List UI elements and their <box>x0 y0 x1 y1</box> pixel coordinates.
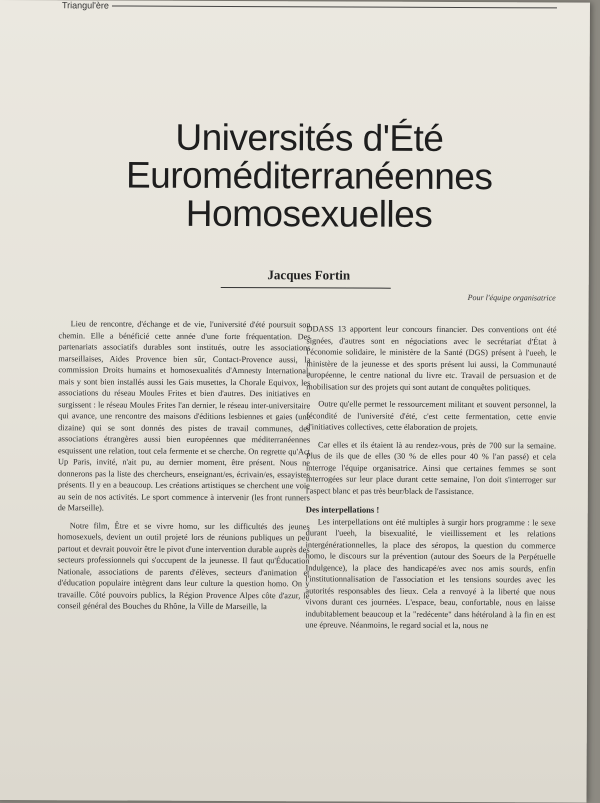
paragraph: Les interpellations ont été multiples à surgir hors programme : le sexe durant l'ueeh, la bisexualité, le vieillissement et les relations intergénérationnelles, la place des séropos, la question du commerce homo, le discours sur la prévention (autour des Soeurs de la Perpétuelle Indulgence), la place des handicapé/es avec nos amis sourds, enfin l'institutionnalisation de l'association et les tensions sourdes avec les autorités responsables des lieux. Cela a renvoyé à la liberté que nous vivons durant ces journées. L'espace, beau, confortable, nous en laisse indubitablement beaucoup et la "redécente" dans hétéroland à la fin en est une épreuve. Néanmoins, le regard social et la, nous ne <box>305 516 556 631</box>
paragraph: Outre qu'elle permet le ressourcement militant et souvent personnel, la fécondité de l'université d'été, c'est cette fermentation, cette envie d'initiatives collectives, cette élaboration de projets. <box>306 399 557 433</box>
author-rule <box>221 287 391 289</box>
title-line-1: Universités d'Été <box>175 116 444 159</box>
paragraph: Car elles et ils étaient là au rendez-vous, près de 700 sur la semaine. Plus de ils que de elles (30 % de elles pour 40 % l'an passé) et cela interroge l'équipe organisatrice. Ainsi que certaines femmes se sont interrogées sur leur place durant cette semaine, l'on doit s'interroger sur l'aspect blanc et pas très beur/black de l'assistance. <box>305 439 557 496</box>
header-rule <box>112 5 557 8</box>
title-line-2: Euroméditerranéennes <box>125 154 493 198</box>
paragraph: DDASS 13 apportent leur concours financier. Des conventions ont été signées, d'autres sont en négociations avec le secrétariat d'État à l'économie solidaire, le ministère de la Santé (DGS) présent à l'ueeh, le ministère de la jeunesse et des sports présent lui aussi, la Communauté européenne, le centre national du livre etc. Travail de persuasion et de mobilisation sur des projets qui sont autant de conquêtes politiques. <box>306 324 557 392</box>
right-column <box>305 323 556 632</box>
title-line-3: Homosexuelles <box>185 192 433 235</box>
paragraph: Notre film, Être et se vivre homo, sur les difficultés des jeunes homosexuels, devient un outil projeté lors de réunions publiques un peu partout et devrait pouvoir être le pivot d'une intervention durable auprès des secteurs professionnels qui s'occupent de la jeunesse. Il faut qu'Éducation Nationale, associations de parents d'élèves, secteurs d'animation et d'éducation populaire intègrent dans leur culture la question homo. On y travaille. Côté pouvoirs publics, la Région Provence Alpes côte d'azur, le conseil général des Bouches du Rhône, la Ville de Marseille, la <box>57 520 310 612</box>
author-affiliation: Pour l'équipe organisatrice <box>467 293 556 303</box>
author-name: Jacques Fortin <box>267 267 351 283</box>
left-column <box>57 318 310 613</box>
running-title: Triangul'ère <box>61 0 109 11</box>
paragraph: Lieu de rencontre, d'échange et de vie, l'université d'été poursuit son chemin. Elle a bénéficié cette année d'une forte fréquentation. Des partenariats associatifs durables sont institués, outre les associations marseillaises, Aides Provence bien sûr, Contact-Provence aussi, la commission Droits humains et homosexualités d'Amnesty International, mais y sont bien installés aussi les Gais musettes, la Chorale Equivox, les associations du réseau Moules Frites et bien d'autres. Des initiatives en surgissent : le réseau Moules Frites l'an dernier, le réseau inter-universitaire qui avance, une rencontre des maisons d'éditions lesbiennes et gaies (une dizaine) qui se sont donnés des pistes de travail communes, des associations étrangères aussi bien européennes que méditerranéennes esquissent une relation, tout cela fermente et se cherche. On regrette qu'Act Up Paris, invité, n'ait pu, au dernier moment, être présent. Nous ne donnerons pas la liste des chercheurs, enseignant/es, écrivain/es, essayistes présents. Il y en a beaucoup. Les créations artistiques se cherchent une voie au sein de nos activités. Le sport commence à intervenir (les front runners de Marseille). <box>57 319 311 513</box>
article-title <box>59 118 559 234</box>
section-heading: Des interpellations ! <box>305 504 380 515</box>
